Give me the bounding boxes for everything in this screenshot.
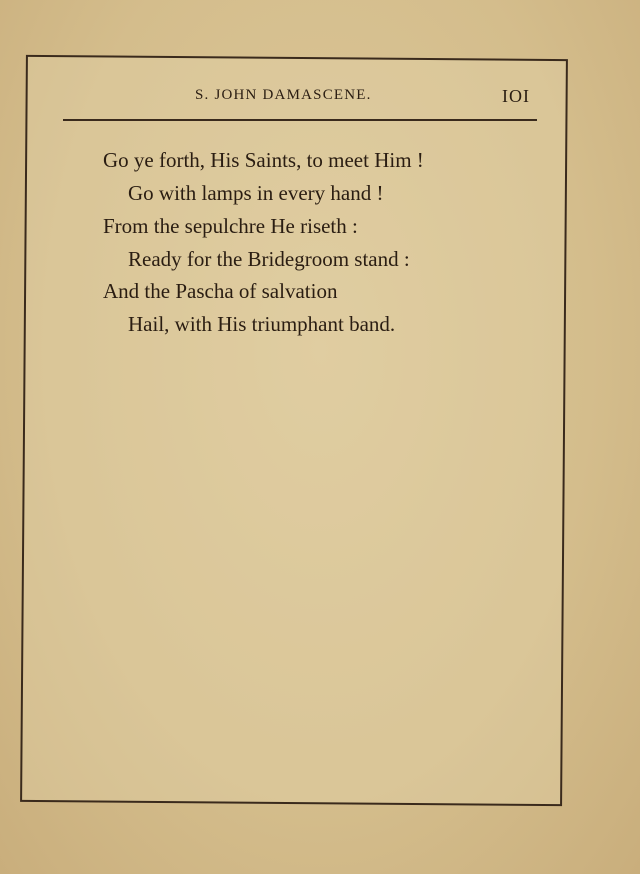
running-head-title: S. JOHN DAMASCENE. (195, 87, 372, 103)
poem-line: Hail, with His triumphant band. (128, 312, 396, 336)
poem-line: From the sepulchre He riseth : (103, 214, 358, 238)
running-head (0, 87, 640, 107)
poem-line: Go with lamps in every hand ! (128, 181, 384, 205)
header-rule (63, 119, 537, 121)
page-number: IOI (502, 86, 530, 106)
poem-line: Ready for the Bridegroom stand : (128, 247, 410, 271)
poem-line: And the Pascha of salvation (103, 279, 338, 303)
poem-line: Go ye forth, His Saints, to meet Him ! (103, 148, 424, 172)
